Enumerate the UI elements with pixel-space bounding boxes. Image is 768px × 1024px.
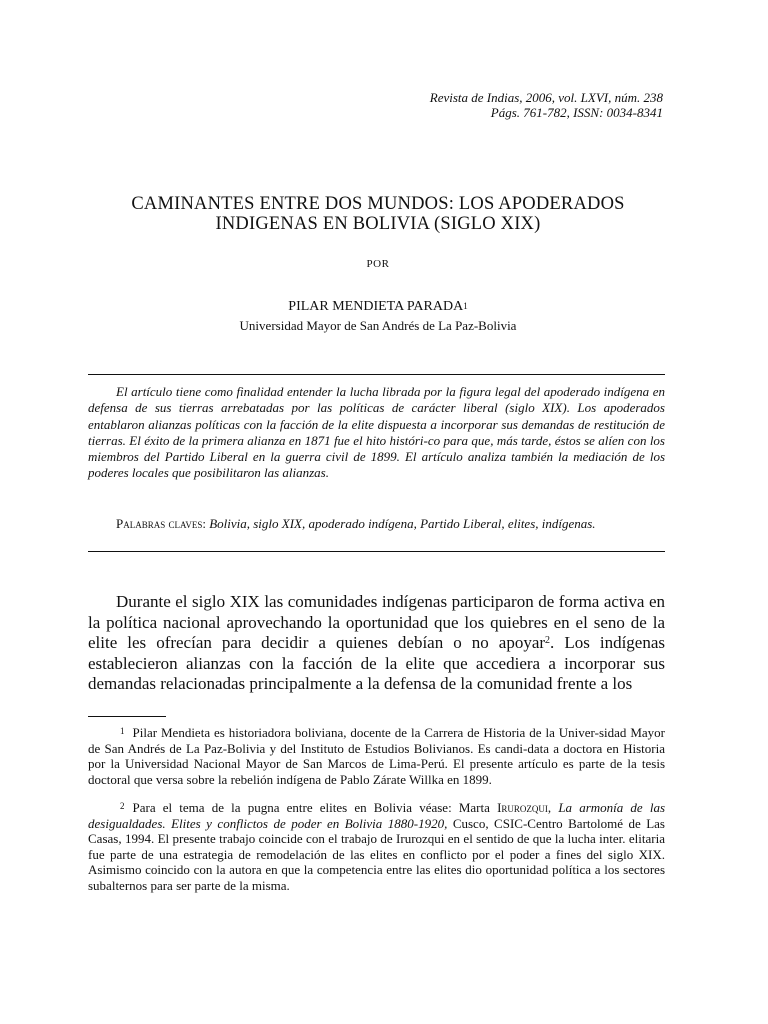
author-name xyxy=(88,298,668,316)
footnote-1-text: Pilar Mendieta es historiadora boliviana, docente de la Carrera de Historia de la Univer-sidad Mayor de San Andrés de La Paz-Bolivia y del Instituto de Estudios Bolivianos. Es candi-data a doctora en Historia por la Universidad Nacional Mayor de San Marcos de Lima-Perú. El presente artículo es parte de la tesis doctoral que versa sobre la rebelión indígena de Pablo Zárate Willka en 1899. xyxy=(88,725,665,787)
abstract-text: El artículo tiene como finalidad entender la lucha librada por la figura legal del apoderado indígena en defensa de sus tierras arrebatadas por las políticas de carácter liberal (siglo XIX). Los apoderados entablaron alianzas políticas con la facción de la elite dispuesta a incorporar sus demandas de restitución de tierras. El éxito de la primera alianza en 1871 fue el hito históri-co para que, más tarde, éstos se alíen con los miembros del Partido Liberal en la guerra civil de 1899. El artículo analiza también la mediación de los poderes locales que posibilitaron las alianzas. xyxy=(88,384,665,481)
author-affiliation: Universidad Mayor de San Andrés de La Paz-Bolivia xyxy=(239,318,517,333)
citation-line-pages: Págs. 761-782, ISSN: 0034-8341 xyxy=(490,105,663,120)
article-title xyxy=(88,194,668,234)
footnote-2-author: Irurozqui xyxy=(497,800,548,815)
journal-citation xyxy=(430,90,663,120)
footnote-2-marker: 2 xyxy=(120,801,125,811)
body-footnote-marker: 2 xyxy=(545,635,551,647)
body-paragraph-text-2: . Los indígenas establecieron alianzas con la facción de la elite que accediera a incorporar sus demandas relacionadas principalmente a la defensa de la comunidad frente a los xyxy=(88,633,665,694)
citation-line-journal: Revista de Indias, 2006, vol. LXVI, núm. 238 xyxy=(429,90,663,105)
keywords xyxy=(88,516,665,532)
article-title-line-1: CAMINANTES ENTRE DOS MUNDOS: LOS APODERADOS xyxy=(131,194,625,214)
footnote-2 xyxy=(88,800,665,893)
footnote-2-book-title: La armonía de las desigualdades. Elites y conflictos de poder en Bolivia 1880-1920, xyxy=(88,800,666,831)
abstract-bottom-rule xyxy=(88,551,665,552)
body-paragraph xyxy=(88,592,665,695)
byline-por: POR xyxy=(366,258,390,270)
keywords-text: Bolivia, siglo XIX, apoderado indígena, Partido Liberal, elites, indígenas. xyxy=(209,516,596,531)
footnote-1 xyxy=(88,725,665,787)
footnote-2-separator: , xyxy=(547,800,559,815)
author-footnote-marker: 1 xyxy=(463,301,468,311)
body-paragraph-text-1: Durante el siglo XIX las comunidades indígenas participaron de forma activa en la política nacional aprovechando la oportunidad que los quiebres en el seno de la elite les ofrecían para decidir a quienes debían o no apoyar xyxy=(88,592,665,653)
article-title-line-2: INDIGENAS EN BOLIVIA (SIGLO XIX) xyxy=(215,214,541,234)
keywords-label: Palabras claves: xyxy=(116,516,206,531)
footnote-2-text-1: Para el tema de la pugna entre elites en Bolivia véase: Marta xyxy=(132,800,498,815)
footnote-1-marker: 1 xyxy=(120,726,125,736)
author-name-text: PILAR MENDIETA PARADA xyxy=(288,299,464,314)
footnote-separator xyxy=(88,716,166,717)
abstract-top-rule xyxy=(88,374,665,375)
footnote-2-text-2: Cusco, CSIC-Centro Bartolomé de Las Casas, 1994. El presente trabajo coincide con el trabajo de Irurozqui en el sentido de que la lucha inter. elitaria fue parte de una estrategia de remodelación de las elites en conflicto por el poder a fines del siglo XIX. Asimismo coincido con la autora en que la competencia entre las elites dio oportunidad política a los sectores subalternos para ser parte de la misma. xyxy=(88,815,665,893)
